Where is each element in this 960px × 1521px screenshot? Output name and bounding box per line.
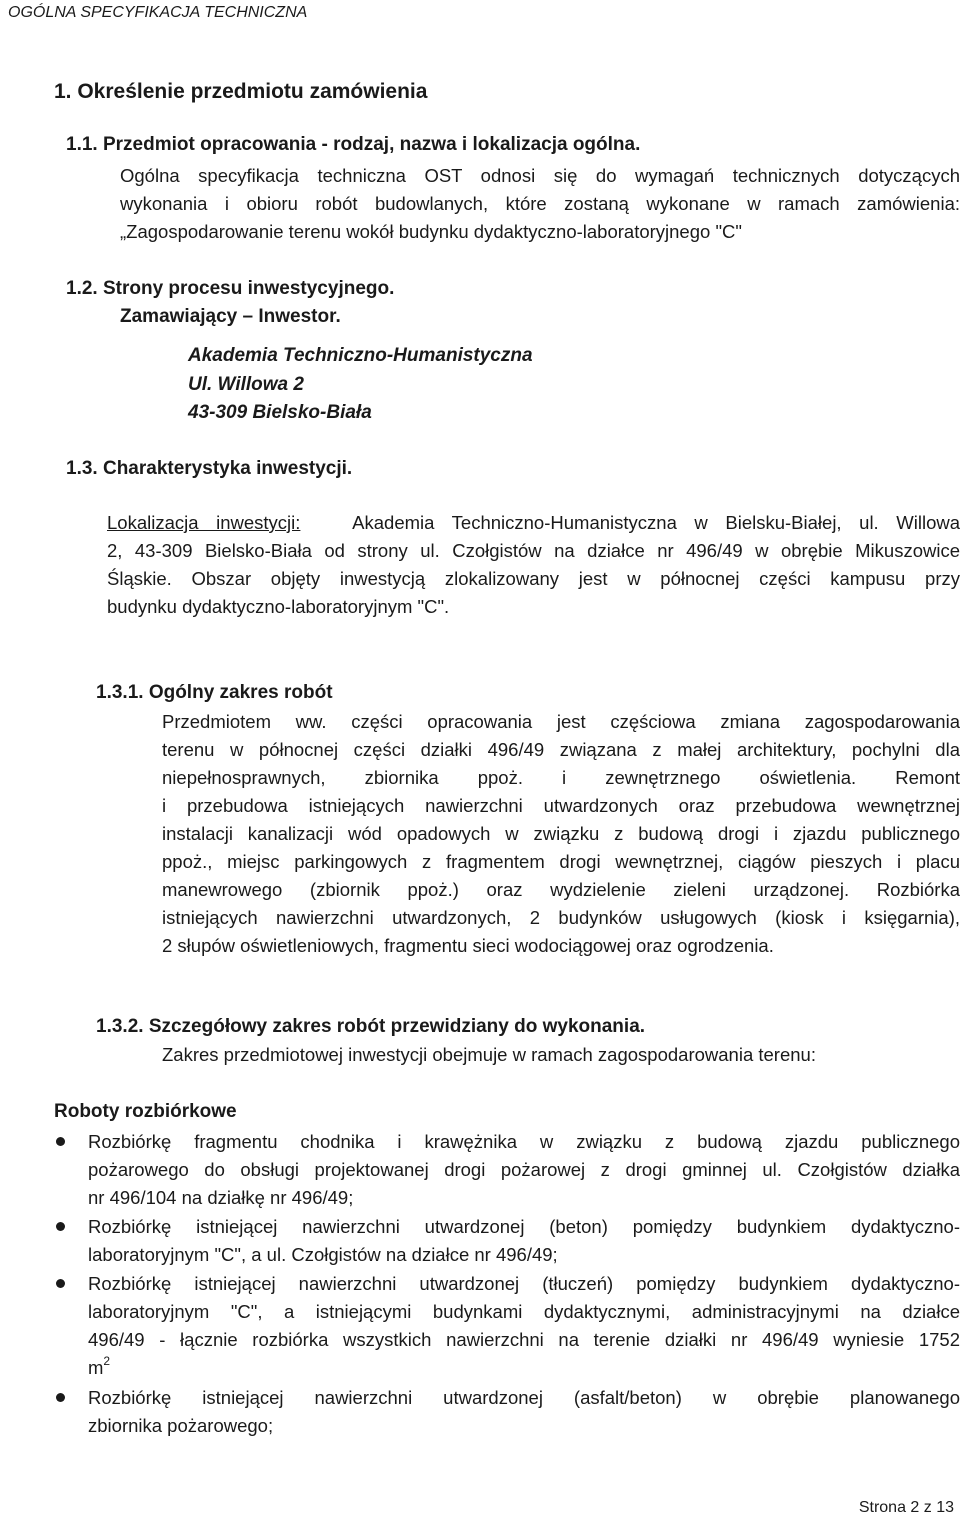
investor-street: Ul. Willowa 2: [188, 374, 304, 395]
paragraph-line: instalacji kanalizacji wód opadowych w związku z budową drogi i zjazdu publicznego: [162, 823, 960, 844]
section-1-1-title: 1.1. Przedmiot opracowania - rodzaj, nazwa i lokalizacja ogólna.: [66, 134, 641, 155]
section-1-3-title: 1.3. Charakterystyka inwestycji.: [66, 458, 353, 479]
list-item-line: pożarowego do obsługi projektowanej drogi pożarowej z drogi gminnej ul. Czołgistów działka: [88, 1159, 960, 1180]
section-1-2-title: 1.2. Strony procesu inwestycyjnego.: [66, 278, 395, 299]
list-item-line: nr 496/104 na działkę nr 496/49;: [88, 1187, 354, 1208]
section-1-3-1-title: 1.3.1. Ogólny zakres robót: [96, 682, 333, 703]
paragraph-line: wykonania i obioru robót budowlanych, które zostaną wykonane w ramach zamówienia:: [120, 193, 960, 214]
investor-label: Zamawiający – Inwestor.: [120, 306, 341, 327]
location-text: Akademia Techniczno-Humanistyczna w Bielsku-Białej, ul. Willowa: [352, 512, 960, 533]
paragraph-line: 2 słupów oświetleniowych, fragmentu sieci wodociągowej oraz ogrodzenia.: [162, 935, 774, 956]
paragraph-line: manewrowego (zbiornik ppoż.) oraz wydzielenie zieleni urządzonej. Rozbiórka: [162, 879, 960, 900]
list-item-line: Rozbiórkę istniejącej nawierzchni utwardzonej (tłuczeń) pomiędzy budynkiem dydaktyczno-: [88, 1273, 960, 1294]
location-paragraph: [107, 509, 960, 621]
detailed-scope-intro: [162, 1041, 816, 1069]
document-header: OGÓLNA SPECYFIKACJA TECHNICZNA: [8, 4, 308, 21]
paragraph-line: terenu w północnej części działki 496/49 związana z małej architektury, pochylni dla: [162, 739, 960, 760]
section-1-3-2-title: 1.3.2. Szczegółowy zakres robót przewidziany do wykonania.: [96, 1016, 646, 1037]
demolition-item: [88, 1128, 960, 1212]
paragraph-line: i przebudowa istniejących nawierzchni utwardzonych oraz przebudowa wewnętrznej: [162, 795, 960, 816]
bullet-icon: [56, 1279, 65, 1288]
list-item-line: 496/49 - łącznie rozbiórka wszystkich nawierzchni na terenie działki nr 496/49 wyniesie 1752: [88, 1329, 960, 1350]
paragraph-line: Śląskie. Obszar objęty inwestycją zlokalizowany jest w północnej części kampusu przy: [107, 568, 960, 589]
investor-city: 43-309 Bielsko-Biała: [188, 402, 372, 423]
section-1-1-paragraph: [120, 162, 960, 246]
paragraph-line: 2, 43-309 Bielsko-Biała od strony ul. Czołgistów na działce nr 496/49 w obrębie Mikuszowice: [107, 540, 960, 561]
investor-name: Akademia Techniczno-Humanistyczna: [188, 345, 533, 366]
area-unit: m: [88, 1357, 104, 1378]
paragraph-line: istniejących nawierzchni utwardzonych, 2 budynków usługowych (kiosk i księgarnia),: [162, 907, 960, 928]
paragraph-line: Ogólna specyfikacja techniczna OST odnosi się do wymagań technicznych dotyczących: [120, 165, 960, 186]
demolition-item: [88, 1270, 960, 1382]
paragraph-line: Zakres przedmiotowej inwestycji obejmuje w ramach zagospodarowania terenu:: [162, 1044, 816, 1065]
section-1-title: 1. Określenie przedmiotu zamówienia: [54, 80, 428, 103]
list-item-line: Rozbiórkę fragmentu chodnika i krawężnika w związku z budową zjazdu publicznego: [88, 1131, 960, 1152]
list-item-line: zbiornika pożarowego;: [88, 1415, 274, 1436]
bullet-icon: [56, 1393, 65, 1402]
demolition-title: Roboty rozbiórkowe: [54, 1101, 237, 1122]
list-item-line: laboratoryjnym "C", a istniejącymi budynkami dydaktycznymi, administracyjnymi na działce: [88, 1301, 960, 1322]
page-number: Strona 2 z 13: [858, 1499, 954, 1516]
paragraph-line: [107, 509, 960, 537]
location-label: Lokalizacja inwestycji:: [107, 512, 301, 533]
bullet-icon: [56, 1137, 65, 1146]
bullet-icon: [56, 1222, 65, 1231]
list-item-line: laboratoryjnym "C", a ul. Czołgistów na działce nr 496/49;: [88, 1244, 558, 1265]
list-item-line: Rozbiórkę istniejącej nawierzchni utwardzonej (beton) pomiędzy budynkiem dydaktyczno-: [88, 1216, 960, 1237]
demolition-item: [88, 1213, 960, 1269]
list-item-line: [88, 1354, 960, 1382]
paragraph-line: „Zagospodarowanie terenu wokół budynku dydaktyczno-laboratoryjnego "C": [120, 221, 742, 242]
paragraph-line: ppoż., miejsc parkingowych z fragmentem drogi wewnętrznej, ciągów pieszych i placu: [162, 851, 960, 872]
scope-paragraph: [162, 708, 960, 960]
paragraph-line: budynku dydaktyczno-laboratoryjnym "C".: [107, 596, 450, 617]
area-unit-exponent: 2: [103, 1353, 111, 1368]
list-item-line: Rozbiórkę istniejącej nawierzchni utwardzonej (asfalt/beton) w obrębie planowanego: [88, 1387, 960, 1408]
demolition-item: [88, 1384, 960, 1440]
paragraph-line: Przedmiotem ww. części opracowania jest częściowa zmiana zagospodarowania: [162, 711, 960, 732]
paragraph-line: niepełnosprawnych, zbiornika ppoż. i zewnętrznego oświetlenia. Remont: [162, 767, 960, 788]
